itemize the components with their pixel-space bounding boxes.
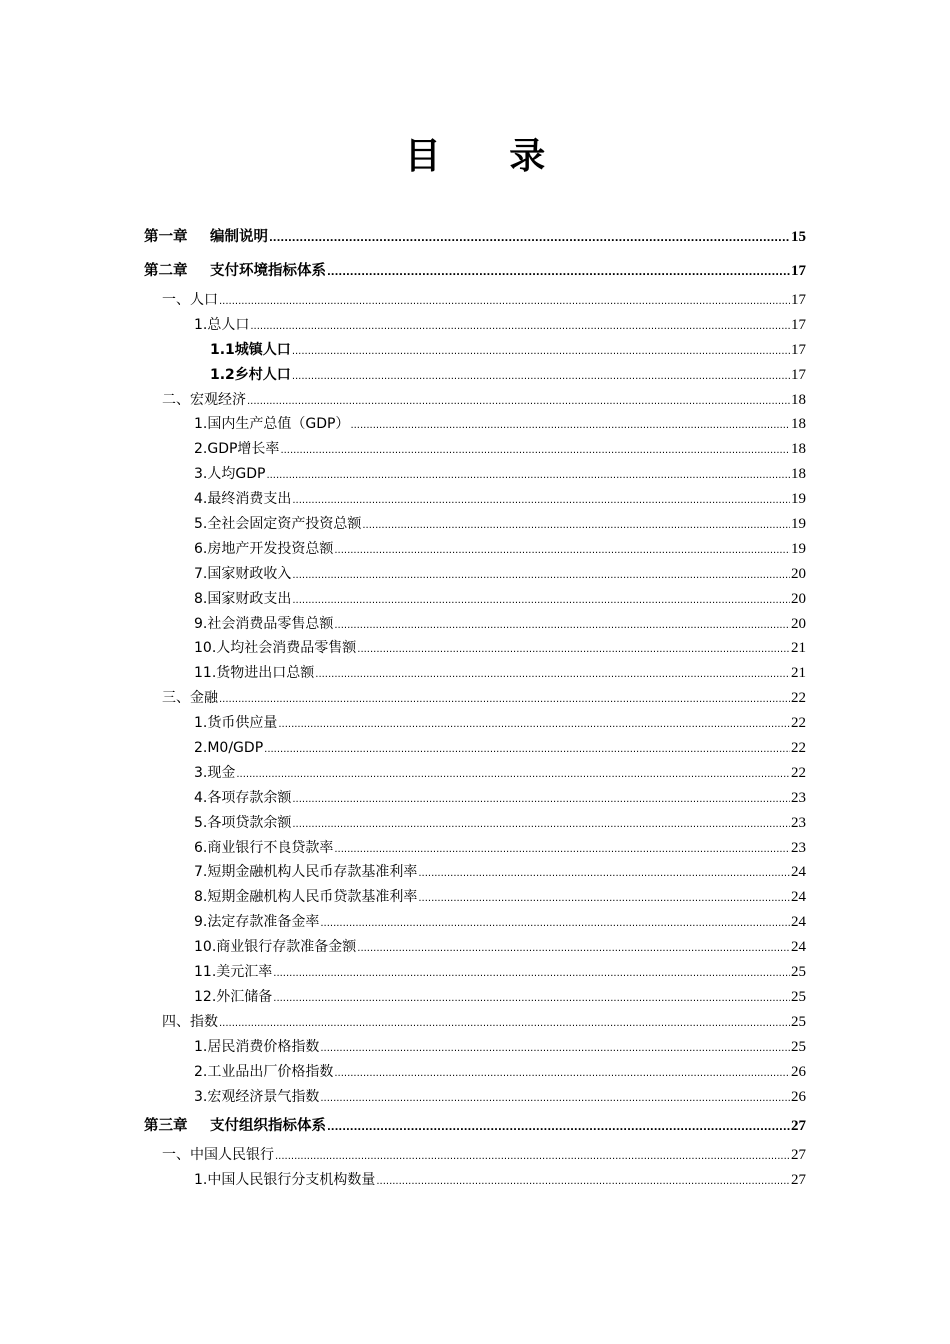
toc-entry[interactable] [144,562,806,587]
toc-entry[interactable] [144,960,806,985]
toc-entry[interactable] [144,636,806,661]
toc-entry[interactable] [144,437,806,462]
page-number: 17 [791,341,806,358]
page-number: 22 [791,715,806,732]
toc-entry[interactable] [144,985,806,1010]
dot-leader [350,412,790,439]
page-number: 25 [791,988,806,1005]
toc-entry-label: 8.国家财政支出 [194,590,292,607]
toc-entry-label: 9.社会消费品零售总额 [194,615,334,632]
toc-entry-label: 4.最终消费支出 [194,491,292,508]
toc-chapter-entry[interactable] [144,1109,806,1143]
dot-leader [273,960,790,987]
page-number: 26 [791,1063,806,1080]
page-number: 19 [791,540,806,557]
toc-entry[interactable] [144,1085,806,1110]
toc-entry[interactable] [144,786,806,811]
dot-leader [247,388,790,415]
toc-entry-label: 1.1城镇人口 [210,341,291,358]
page-number: 26 [791,1088,806,1105]
dot-leader [292,811,790,838]
toc-entry[interactable] [144,512,806,537]
toc-entry[interactable] [144,1168,806,1193]
dot-leader [320,1035,790,1062]
toc-entry-label: 4.各项存款余额 [194,789,292,806]
toc-entry-label: 12.外汇储备 [194,988,273,1005]
toc-entry[interactable] [144,363,806,388]
page-number: 18 [791,441,806,458]
page-number: 21 [791,665,806,682]
toc-entry-label: 3.宏观经济景气指数 [194,1088,320,1105]
toc-entry[interactable] [144,761,806,786]
toc-entry[interactable] [144,587,806,612]
dot-leader [376,1168,790,1195]
toc-entry[interactable] [144,612,806,637]
toc-entry[interactable] [144,313,806,338]
page-number: 24 [791,939,806,956]
toc-entry-label: 9.法定存款准备金率 [194,914,320,931]
page-number: 19 [791,516,806,533]
toc-entry[interactable] [144,860,806,885]
dot-leader [278,711,790,738]
page-number: 27 [791,1172,806,1189]
dot-leader [334,1060,790,1087]
toc-entry-label [144,1109,326,1143]
dot-leader [264,736,790,763]
toc-entry[interactable] [144,288,806,313]
dot-leader [292,338,790,365]
dot-leader [334,836,790,863]
dot-leader [273,985,790,1012]
page-number: 25 [791,1013,806,1030]
chapter-number: 第二章 [144,263,188,279]
toc-entry[interactable] [144,811,806,836]
toc-entry[interactable] [144,736,806,761]
toc-entry-label: 6.房地产开发投资总额 [194,540,334,557]
toc-entry-label: 1.居民消费价格指数 [194,1038,320,1055]
dot-leader [357,636,790,663]
dot-leader [292,587,790,614]
toc-entry[interactable] [144,412,806,437]
dot-leader [280,437,790,464]
dot-leader [219,288,790,315]
dot-leader [334,612,790,639]
toc-entry-label: 6.商业银行不良贷款率 [194,839,334,856]
toc-entry-label: 2.工业品出厂价格指数 [194,1063,334,1080]
page-number: 24 [791,889,806,906]
table-of-contents [144,220,806,1193]
toc-entry-label: 11.货物进出口总额 [194,665,315,682]
page-number: 20 [791,565,806,582]
toc-entry[interactable] [144,836,806,861]
dot-leader [219,686,790,713]
dot-leader [320,1085,790,1112]
toc-entry-label: 1.2乡村人口 [210,366,291,383]
toc-entry-label: 1.国内生产总值（GDP） [194,416,350,433]
dot-leader [357,935,790,962]
page-number: 25 [791,964,806,981]
page-number: 23 [791,789,806,806]
dot-leader [320,910,790,937]
toc-entry-label: 10.人均社会消费品零售额 [194,640,357,657]
page-number: 24 [791,864,806,881]
toc-entry[interactable] [144,1035,806,1060]
toc-entry-label: 1.货币供应量 [194,715,278,732]
toc-entry-label: 2.GDP增长率 [194,441,280,458]
toc-entry[interactable] [144,686,806,711]
dot-leader [269,220,790,256]
toc-entry-label: 四、指数 [162,1013,218,1030]
toc-entry[interactable] [144,885,806,910]
toc-entry-label: 三、金融 [162,690,218,707]
toc-entry-label: 二、宏观经济 [162,391,246,408]
page-number: 22 [791,740,806,757]
toc-entry-label: 3.人均GDP [194,466,266,483]
page-number: 21 [791,640,806,657]
dot-leader [315,661,790,688]
page-number: 17 [791,366,806,383]
dot-leader [362,512,790,539]
chapter-title: 支付环境指标体系 [210,263,326,279]
toc-entry[interactable] [144,462,806,487]
dot-leader [275,1143,790,1170]
toc-entry-label: 一、人口 [162,292,218,308]
page-number: 15 [791,229,806,245]
page-number: 18 [791,391,806,408]
dot-leader [250,313,790,340]
toc-entry-label: 8.短期金融机构人民币贷款基准利率 [194,889,418,906]
toc-entry-label: 3.现金 [194,764,236,781]
toc-entry-label: 7.短期金融机构人民币存款基准利率 [194,864,418,881]
page-number: 22 [791,690,806,707]
page-number: 18 [791,466,806,483]
toc-chapter-entry[interactable] [144,220,806,254]
dot-leader [292,363,790,390]
dot-leader [418,885,790,912]
toc-entry[interactable] [144,1010,806,1035]
toc-entry[interactable] [144,338,806,363]
chapter-title: 支付组织指标体系 [210,1118,326,1135]
toc-entry-label: 1.总人口 [194,316,250,333]
toc-entry-label: 5.各项贷款余额 [194,814,292,831]
dot-leader [219,1010,790,1037]
dot-leader [236,761,790,788]
toc-entry-label [144,220,268,254]
page-number: 24 [791,914,806,931]
page-number: 17 [791,292,806,308]
page-number: 23 [791,839,806,856]
page-number: 25 [791,1038,806,1055]
page-number: 27 [791,1147,806,1164]
toc-entry[interactable] [144,661,806,686]
toc-entry-label: 5.全社会固定资产投资总额 [194,516,362,533]
toc-entry[interactable] [144,1060,806,1085]
dot-leader [266,462,790,489]
page-number: 19 [791,491,806,508]
dot-leader [292,786,790,813]
toc-entry[interactable] [144,388,806,413]
toc-entry-label [144,254,326,288]
toc-entry[interactable] [144,935,806,960]
toc-entry-label: 11.美元汇率 [194,964,273,981]
page-title: 目 录 [404,135,574,177]
dot-leader [327,1109,790,1145]
page-number: 27 [791,1118,806,1135]
page-number: 22 [791,764,806,781]
chapter-number: 第三章 [144,1118,188,1135]
dot-leader [292,562,790,589]
page-number: 18 [791,416,806,433]
dot-leader [334,537,790,564]
chapter-title: 编制说明 [210,229,268,245]
page-number: 20 [791,590,806,607]
toc-entry-label: 2.M0/GDP [194,740,264,757]
dot-leader [292,487,790,514]
toc-chapter-entry[interactable] [144,254,806,288]
dot-leader [418,860,790,887]
toc-entry[interactable] [144,1143,806,1168]
toc-entry-label: 1.中国人民银行分支机构数量 [194,1172,376,1189]
page-number: 23 [791,814,806,831]
toc-entry-label: 10.商业银行存款准备金额 [194,939,357,956]
toc-entry[interactable] [144,537,806,562]
toc-entry-label: 7.国家财政收入 [194,565,292,582]
page-number: 20 [791,615,806,632]
chapter-number: 第一章 [144,229,188,245]
page-number: 17 [791,263,806,279]
dot-leader [327,254,790,290]
page-number: 17 [791,316,806,333]
toc-entry[interactable] [144,910,806,935]
toc-entry[interactable] [144,487,806,512]
toc-entry-label: 一、中国人民银行 [162,1147,274,1164]
toc-entry[interactable] [144,711,806,736]
